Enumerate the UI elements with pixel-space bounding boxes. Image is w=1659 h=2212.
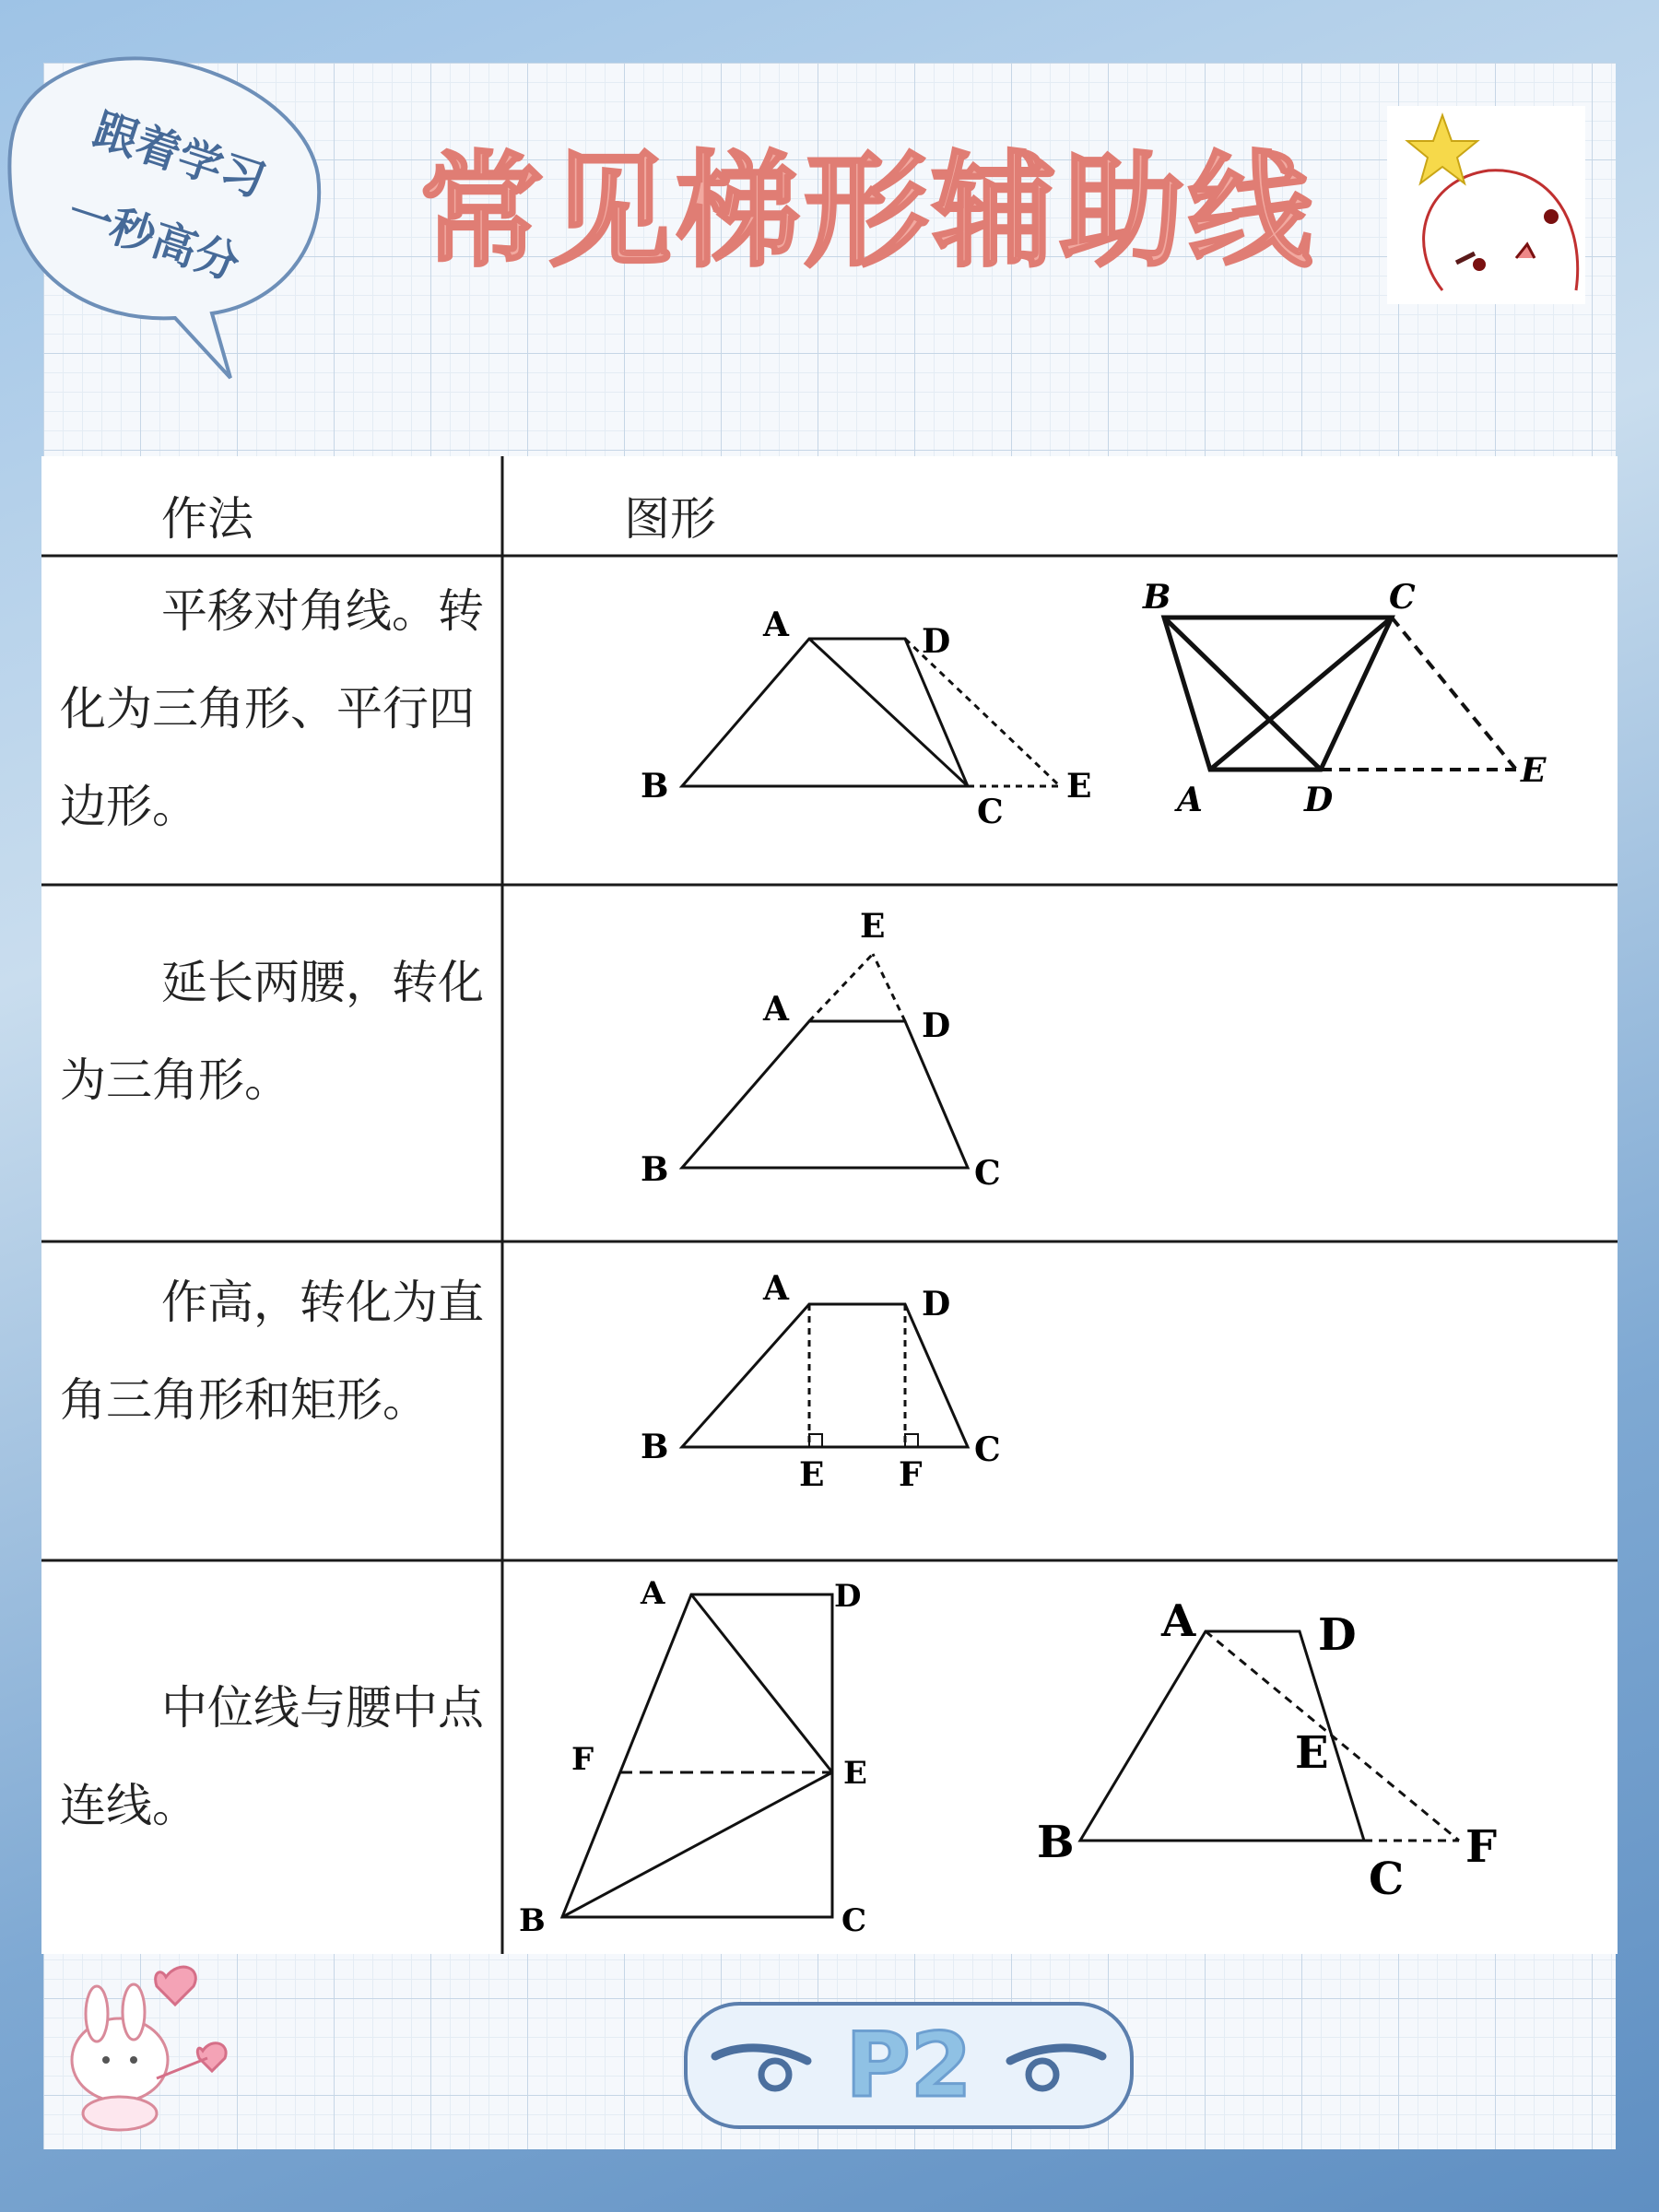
auxiliary-line-table — [41, 456, 1618, 1954]
fig5-label-D: D — [834, 1578, 862, 1615]
row2-method-text: 延长两腰，转化为三角形。 — [60, 956, 484, 1107]
figure-midline-right — [1080, 1631, 1459, 1841]
fig1-label-A: A — [763, 606, 789, 644]
page-number-badge — [684, 2002, 1134, 2129]
fig4-label-E: E — [799, 1455, 825, 1494]
row1-method-text: 平移对角线。转化为三角形、平行四边形。 — [60, 584, 484, 833]
figure-midline-left — [562, 1594, 832, 1917]
fig2-label-A: A — [1177, 781, 1203, 819]
fig3-label-B: B — [641, 1150, 669, 1189]
fig5-label-A: A — [641, 1575, 665, 1612]
header-figure: 图形 — [624, 492, 716, 546]
fig1-label-C: C — [977, 793, 1004, 831]
fig4-label-D: D — [922, 1285, 951, 1324]
fig6-label-D: D — [1318, 1609, 1357, 1661]
fig6-label-F: F — [1465, 1821, 1498, 1873]
fig1-label-D: D — [922, 622, 951, 661]
fig3-label-E: E — [860, 907, 886, 946]
figure-extend-legs — [682, 954, 968, 1168]
fig5-label-F: F — [571, 1741, 594, 1778]
fig3-label-A: A — [763, 990, 789, 1029]
figure-translate-diagonal-1 — [682, 639, 1060, 786]
row3-method-text: 作高，转化为直角三角形和矩形。 — [60, 1276, 484, 1427]
bunny-cupid-sticker — [55, 1949, 253, 2134]
fig6-label-E: E — [1295, 1727, 1329, 1779]
fig2-label-C: C — [1389, 578, 1416, 617]
fig2-label-E: E — [1521, 751, 1547, 790]
fig3-label-D: D — [922, 1006, 951, 1045]
fig1-label-E: E — [1066, 767, 1092, 806]
fig3-label-C: C — [974, 1154, 1001, 1193]
fig4-label-C: C — [974, 1430, 1001, 1469]
fig6-label-B: B — [1037, 1817, 1075, 1868]
fig2-label-D: D — [1304, 781, 1334, 819]
fig4-label-A: A — [763, 1269, 789, 1308]
fig5-label-E: E — [843, 1755, 867, 1792]
speech-bubble-badge — [0, 37, 332, 387]
row4-method-text: 中位线与腰中点连线。 — [60, 1681, 484, 1832]
bunny-icon — [55, 1949, 253, 2134]
fig2-label-B: B — [1143, 578, 1171, 617]
figures-layer — [41, 456, 1618, 1954]
badge-line-1: 跟着学习 — [87, 103, 272, 208]
fig5-label-C: C — [841, 1902, 867, 1939]
header-method: 作法 — [161, 492, 253, 546]
page-number: P2 — [845, 2014, 972, 2117]
figure-draw-heights — [682, 1304, 968, 1447]
smiling-face-icon — [1387, 106, 1585, 304]
fig4-label-B: B — [641, 1428, 669, 1466]
badge-line-2: 一秒高分 — [61, 186, 246, 291]
fig1-label-B: B — [641, 767, 669, 806]
fig4-label-F: F — [899, 1455, 923, 1494]
fig6-label-C: C — [1369, 1853, 1405, 1905]
mascot-sticker — [1387, 106, 1585, 304]
fig5-label-B: B — [519, 1902, 546, 1939]
fig6-label-A: A — [1161, 1595, 1196, 1647]
page-title: 常见梯形辅助线 — [419, 139, 1316, 284]
figure-translate-diagonal-2 — [1164, 618, 1516, 770]
